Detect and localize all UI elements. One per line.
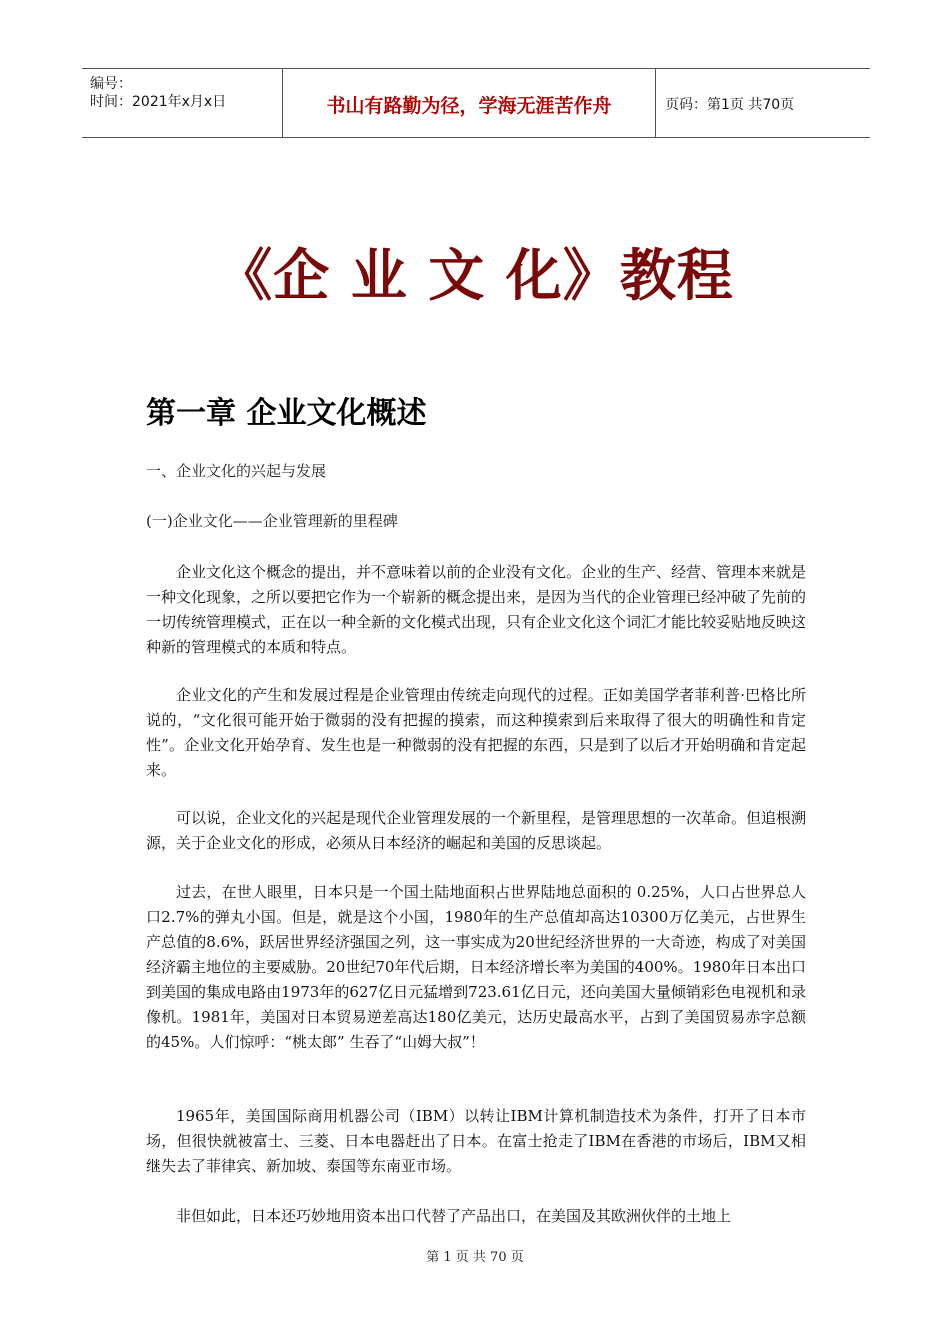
page-number-label: 页码：第1页 共70页	[665, 97, 795, 113]
page-footer: 第 1 页 共 70 页	[426, 1250, 524, 1265]
paragraph: 过去，在世人眼里，日本只是一个国土陆地面积占世界陆地总面积的 0.25%，人口占世界总人口2.7%的弹丸小国。但是，就是这个小国，1980年的生产总值却高达10300万亿美元，占世界生产总值的8.6%，跃居世界经济强国之列，这一事实成为20世纪经济世界的一大奇迹，构成了对美国经济霸主地位的主要威胁。20世纪70年代后期，日本经济增长率为美国的400%。1980年日本出口到美国的集成电路由1973年的627亿日元猛增到723.61亿日元，还向美国大量倾销彩色电视机和录像机。1981年，美国对日本贸易逆差高达180亿美元，达历史最高水平，占到了美国贸易赤字总额的45%。人们惊呼：“桃太郎” 生吞了“山姆大叔”！	[146, 883, 806, 1051]
paragraph: 可以说，企业文化的兴起是现代企业管理发展的一个新里程，是管理思想的一次革命。但追根溯源，关于企业文化的形成，必须从日本经济的崛起和美国的反思谈起。	[146, 809, 807, 852]
time-label: 时间：2021年x月x日	[90, 94, 227, 110]
motto-text: 书山有路勤为径，学海无涯苦作舟	[326, 95, 612, 117]
section-heading: 一、企业文化的兴起与发展	[146, 462, 327, 480]
number-label: 编号：	[90, 76, 132, 92]
header-motto-cell	[282, 69, 656, 137]
paragraph: 企业文化的产生和发展过程是企业管理由传统走向现代的过程。正如美国学者菲利普·巴格比所说的，“文化很可能开始于微弱的没有把握的摸索，而这种摸索到后来取得了很大的明确性和肯定性”。企业文化开始孕育、发生也是一种微弱的没有把握的东西，只是到了以后才开始明确和肯定起来。	[146, 686, 806, 779]
paragraph: 非但如此，日本还巧妙地用资本出口代替了产品出口，在美国及其欧洲伙伴的土地上	[176, 1207, 732, 1225]
header-left-cell	[82, 69, 282, 137]
document-header	[82, 68, 870, 138]
document-title: 《企 业 文 化》教程	[216, 244, 734, 309]
subsection-heading: (一)企业文化——企业管理新的里程碑	[146, 512, 398, 530]
paragraph: 企业文化这个概念的提出，并不意味着以前的企业没有文化。企业的生产、经营、管理本来就是一种文化现象，之所以要把它作为一个崭新的概念提出来，是因为当代的企业管理已经冲破了先前的一切传统管理模式，正在以一种全新的文化模式出现，只有企业文化这个词汇才能比较妥贴地反映这种新的管理模式的本质和特点。	[146, 563, 807, 656]
paragraph: 1965年，美国国际商用机器公司（IBM）以转让IBM计算机制造技术为条件，打开了日本市场，但很快就被富士、三菱、日本电器赶出了日本。在富士抢走了IBM在香港的市场后，IBM又相继失去了菲律宾、新加坡、泰国等东南亚市场。	[146, 1107, 806, 1175]
chapter-heading: 第一章 企业文化概述	[146, 396, 427, 431]
